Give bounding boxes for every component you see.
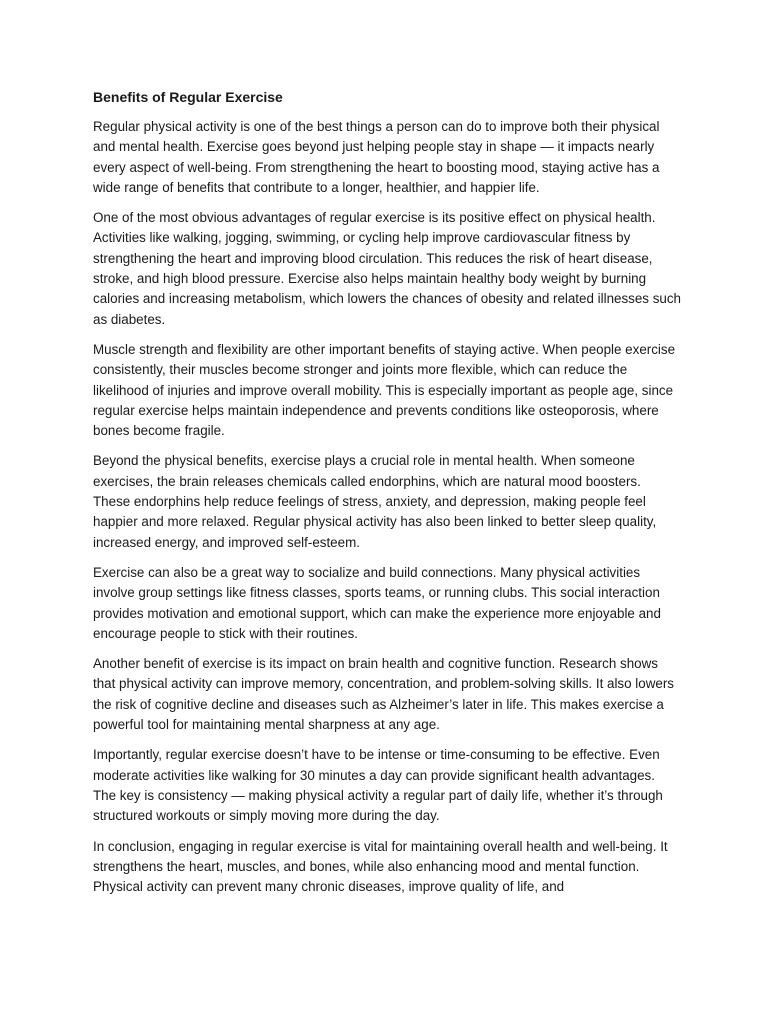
paragraph-mental-health: Beyond the physical benefits, exercise plays a crucial role in mental health. When someone exercises, the brain releases chemicals called endorphins, which are natural mood boosters. These endorphins help reduce feelings of stress, anxiety, and depression, making people feel happier and more relaxed. Regular physical activity has also been linked to better sleep quality, increased energy, and improved self-esteem.	[93, 453, 657, 550]
paragraph-physical-health: One of the most obvious advantages of regular exercise is its positive effect on physical health. Activities like walking, jogging, swimming, or cycling help improve cardiovascular fitness by strengthening the heart and improving blood circulation. This reduces the risk of heart disease, stroke, and high blood pressure. Exercise also helps maintain healthy body weight by burning calories and increasing metabolism, which lowers the chances of obesity and related illnesses such as diabetes.	[93, 210, 682, 327]
document-title: Benefits of Regular Exercise	[93, 89, 283, 105]
paragraph-social: Exercise can also be a great way to socialize and build connections. Many physical activities involve group settings like fitness classes, sports teams, or running clubs. This social interaction provides motivation and emotional support, which can make the experience more enjoyable and encourage people to stick with their routines.	[93, 564, 661, 641]
paragraph-consistency: Importantly, regular exercise doesn’t have to be intense or time-consuming to be effective. Even moderate activities like walking for 30 minutes a day can provide significant health advantages. The key is consistency — making physical activity a regular part of daily life, whether it’s through structured workouts or simply moving more during the day.	[93, 747, 663, 824]
document-body	[93, 87, 681, 907]
paragraph-cognitive: Another benefit of exercise is its impact on brain health and cognitive function. Research shows that physical activity can improve memory, concentration, and problem-solving skills. It also lowers the risk of cognitive decline and diseases such as Alzheimer’s later in life. This makes exercise a powerful tool for maintaining mental sharpness at any age.	[93, 656, 674, 733]
paragraph-intro: Regular physical activity is one of the best things a person can do to improve both their physical and mental health. Exercise goes beyond just helping people stay in shape — it impacts nearly every aspect of well-being. From strengthening the heart to boosting mood, staying active has a wide range of benefits that contribute to a longer, healthier, and happier life.	[93, 119, 660, 195]
paragraph-strength-flexibility: Muscle strength and flexibility are other important benefits of staying active. When people exercise consistently, their muscles become stronger and joints more flexible, which can reduce the likelihood of injuries and improve overall mobility. This is especially important as people age, since regular exercise helps maintain independence and prevents conditions like osteoporosis, where bones become fragile.	[93, 341, 676, 439]
paragraph-conclusion: In conclusion, engaging in regular exercise is vital for maintaining overall health and well-being. It strengthens the heart, muscles, and bones, while also enhancing mood and mental function. Physical activity can prevent many chronic diseases, improve quality of life, and	[93, 838, 668, 895]
